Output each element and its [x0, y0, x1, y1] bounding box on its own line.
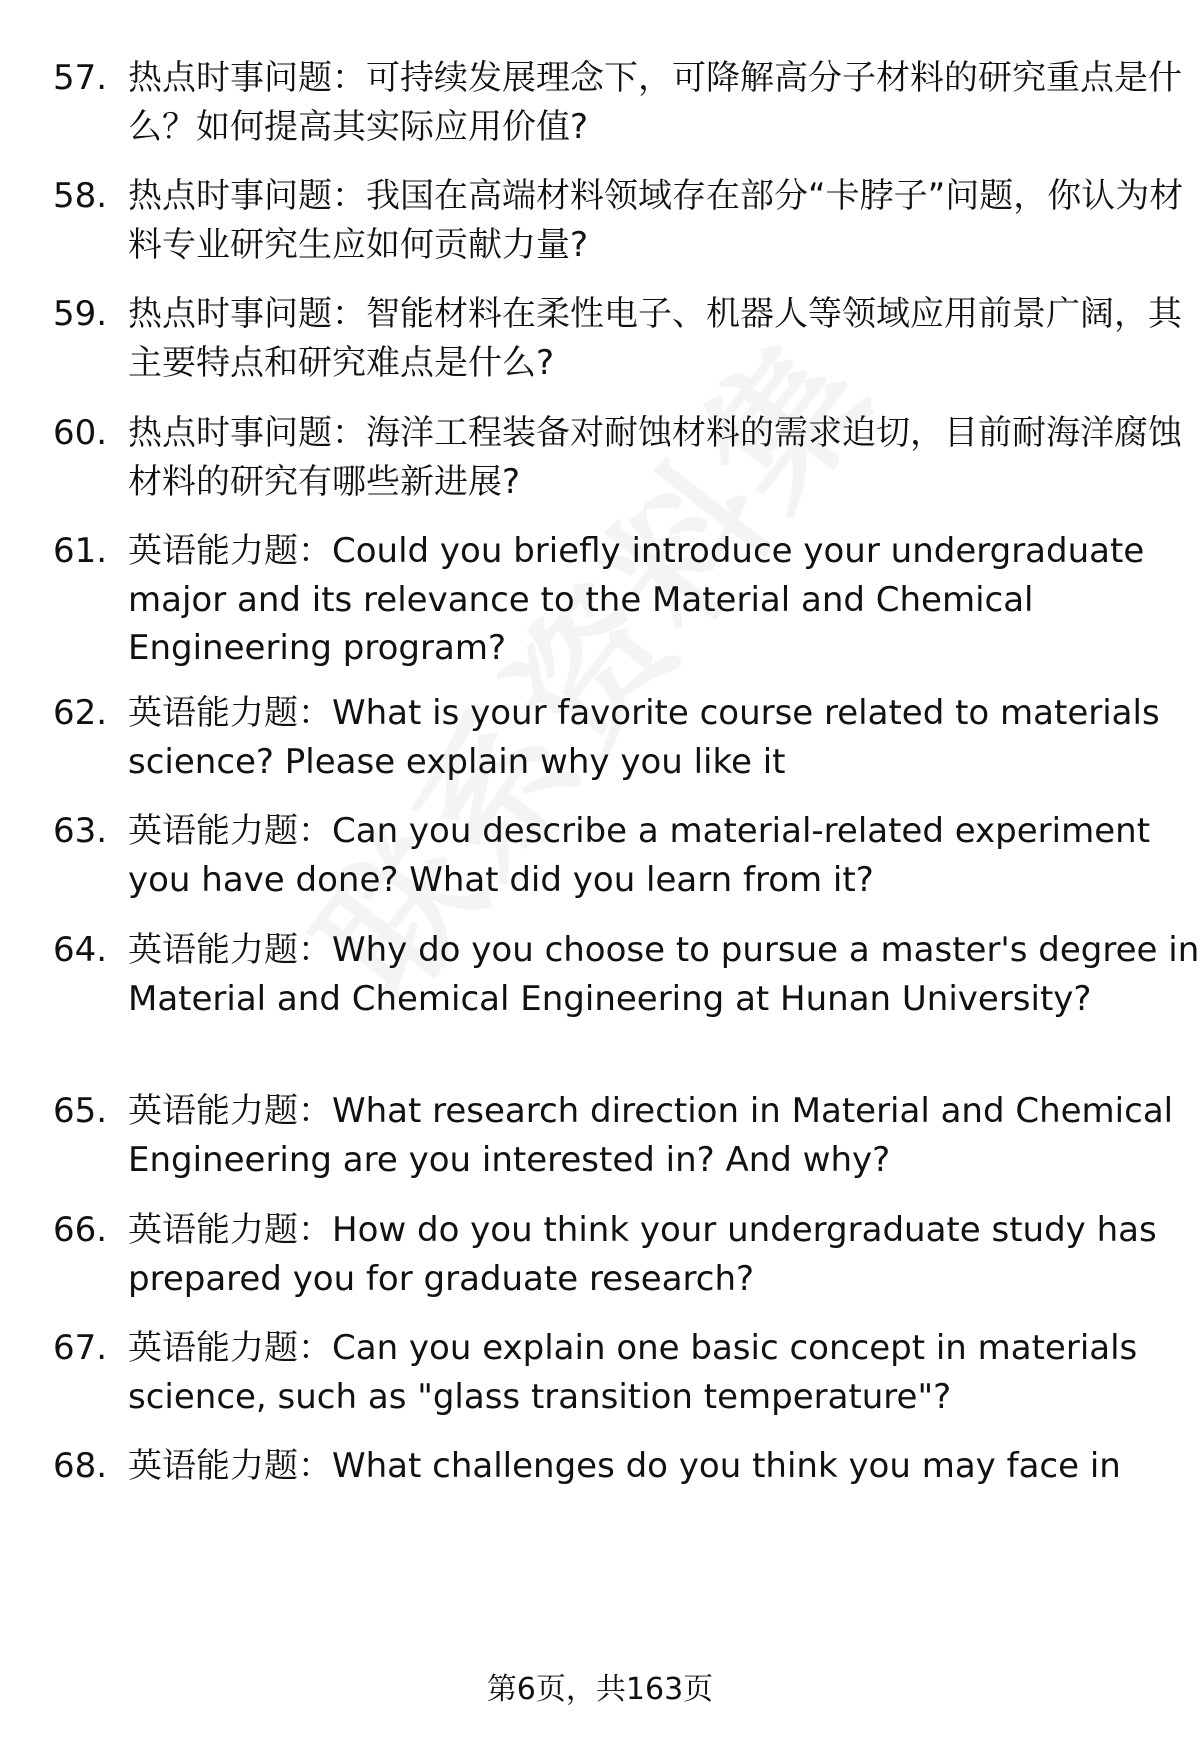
list-item	[53, 290, 1182, 387]
list-item	[53, 1206, 1163, 1303]
list-item	[53, 527, 1163, 673]
list-item	[53, 54, 1182, 151]
list-item	[53, 689, 1163, 786]
question-number: 68.	[53, 1446, 108, 1486]
question-number: 62.	[53, 693, 108, 733]
question-text: 英语能力题：What challenges do you think you may face in	[128, 1446, 1121, 1486]
list-item	[53, 172, 1184, 269]
question-number: 66.	[53, 1210, 108, 1250]
list-item	[53, 1324, 1163, 1421]
question-text: 热点时事问题：海洋工程装备对耐蚀材料的需求迫切，目前耐海洋腐蚀材料的研究有哪些新进展?	[128, 413, 1182, 502]
page-footer: 第6页，共163页	[486, 1672, 714, 1707]
list-item	[53, 409, 1182, 506]
question-text: 英语能力题：What is your favorite course related to materials science? Please explain why you like it	[128, 693, 1160, 782]
list-item	[53, 807, 1163, 904]
question-number: 57.	[53, 58, 108, 98]
list-item	[53, 926, 1200, 1023]
question-number: 67.	[53, 1328, 108, 1368]
question-number: 59.	[53, 294, 108, 334]
question-text: 英语能力题：How do you think your undergraduate study has prepared you for graduate research?	[128, 1210, 1157, 1299]
question-text: 英语能力题：Why do you choose to pursue a master's degree in Material and Chemical Engineering at Hunan University?	[128, 930, 1200, 1019]
question-text: 英语能力题：What research direction in Material and Chemical Engineering are you interested in? And why?	[128, 1091, 1174, 1180]
question-text: 热点时事问题：我国在高端材料领域存在部分“卡脖子”问题，你认为材料专业研究生应如何贡献力量?	[128, 176, 1184, 265]
question-number: 61.	[53, 531, 108, 571]
question-text: 英语能力题：Can you describe a material-related experiment you have done? What did you learn from it?	[128, 811, 1151, 900]
question-text: 英语能力题：Can you explain one basic concept in materials science, such as "glass transition temperature"?	[128, 1328, 1138, 1417]
list-item	[53, 1087, 1174, 1184]
list-item	[53, 1442, 1163, 1491]
question-text: 英语能力题：Could you briefly introduce your undergraduate major and its relevance to the Material and Chemical Engineering program?	[128, 531, 1145, 668]
question-text: 热点时事问题：智能材料在柔性电子、机器人等领域应用前景广阔，其主要特点和研究难点是什么?	[128, 294, 1182, 383]
question-number: 65.	[53, 1091, 108, 1131]
question-text: 热点时事问题：可持续发展理念下，可降解高分子材料的研究重点是什么？如何提高其实际应用价值?	[128, 58, 1182, 147]
question-number: 63.	[53, 811, 108, 851]
question-number: 64.	[53, 930, 108, 970]
question-number: 58.	[53, 176, 108, 216]
question-number: 60.	[53, 413, 108, 453]
